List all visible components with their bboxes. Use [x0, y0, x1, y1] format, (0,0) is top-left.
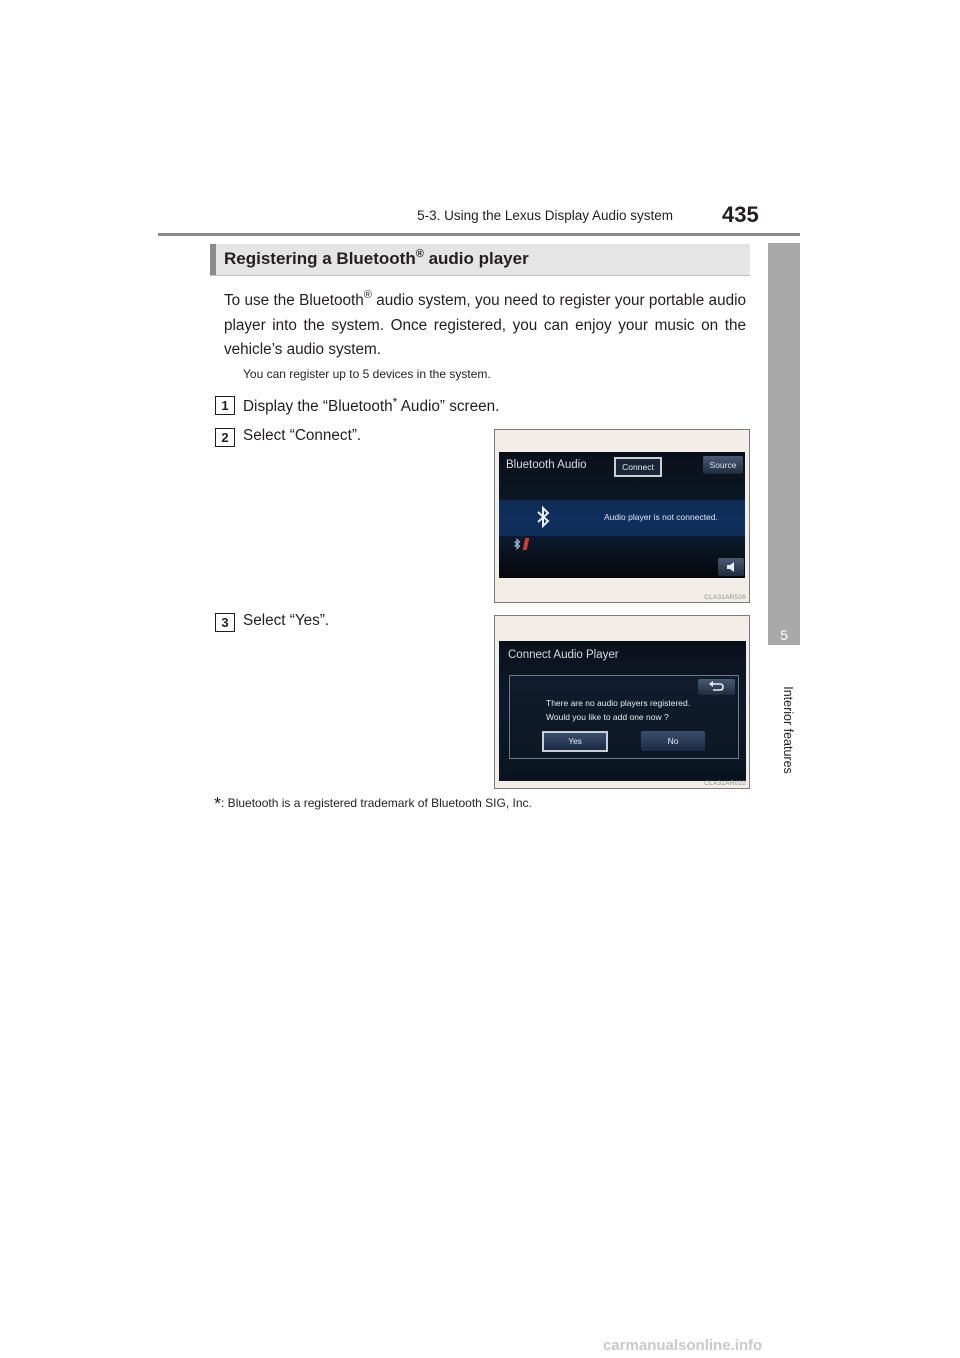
device-limit-note: You can register up to 5 devices in the system.	[243, 367, 491, 381]
volume-button[interactable]	[718, 558, 744, 576]
dialog-message-line-1: There are no audio players registered.	[546, 698, 691, 708]
intro-text-pre: To use the Bluetooth	[224, 292, 364, 309]
display-screen	[499, 452, 745, 578]
step-2-text: Select “Connect”.	[243, 427, 362, 444]
step-number-1: 1	[215, 396, 235, 415]
back-arrow-icon	[698, 679, 735, 695]
header-divider	[158, 233, 800, 236]
source-button[interactable]: Source	[703, 456, 743, 474]
screen-title: Bluetooth Audio	[506, 459, 587, 471]
section-heading-text	[224, 248, 529, 269]
footnote-text: : Bluetooth is a registered trademark of Bluetooth SIG, Inc.	[221, 796, 532, 810]
step-1-star: *	[392, 395, 398, 409]
screenshot-connect-audio-player	[494, 615, 750, 789]
running-header-title: 5-3. Using the Lexus Display Audio system	[417, 208, 673, 223]
heading-text-pre: Registering a Bluetooth	[224, 249, 416, 268]
bluetooth-icon	[535, 505, 551, 529]
page-number: 435	[722, 202, 759, 227]
chapter-tab	[768, 243, 800, 645]
screen-title: Connect Audio Player	[508, 649, 619, 661]
connect-button[interactable]: Connect	[614, 457, 662, 477]
section-heading	[210, 244, 750, 276]
dialog-message-line-2: Would you like to add one now ?	[546, 712, 669, 722]
footnote-marker: *	[214, 794, 222, 814]
step-1-text-post: Audio” screen.	[397, 398, 500, 415]
watermark: carmanualsonline.info	[603, 1337, 763, 1354]
display-screen	[499, 641, 746, 781]
connection-status-message: Audio player is not connected.	[604, 512, 718, 522]
step-3-text: Select “Yes”.	[243, 612, 330, 629]
screenshot-bluetooth-audio	[494, 429, 750, 603]
step-number-3: 3	[215, 613, 235, 632]
image-code: CLA31AR022	[704, 780, 746, 787]
intro-paragraph	[224, 283, 746, 363]
step-1-text-pre: Display the “Bluetooth	[243, 398, 393, 415]
registered-mark: ®	[363, 289, 372, 301]
heading-accent-bar	[210, 244, 216, 275]
intro-text-post: audio system, you need to register your portable audio player into the system. Once registered, you can enjoy your music on the vehicle’s audio system.	[224, 292, 746, 358]
chapter-number: 5	[780, 627, 788, 643]
back-button[interactable]	[698, 679, 735, 695]
trademark-footnote	[214, 794, 532, 815]
confirm-dialog	[509, 675, 739, 759]
no-button[interactable]: No	[641, 731, 705, 751]
image-code: CLA31AR526	[704, 594, 746, 601]
registered-mark: ®	[415, 248, 424, 260]
step-1-text	[243, 395, 499, 416]
bluetooth-small-icon	[513, 538, 521, 550]
step-number-2: 2	[215, 428, 235, 447]
heading-text-post: audio player	[423, 249, 529, 268]
chapter-label: Interior features	[781, 686, 795, 774]
yes-button[interactable]: Yes	[542, 731, 608, 752]
signal-icon	[523, 538, 530, 550]
volume-icon	[718, 558, 744, 576]
